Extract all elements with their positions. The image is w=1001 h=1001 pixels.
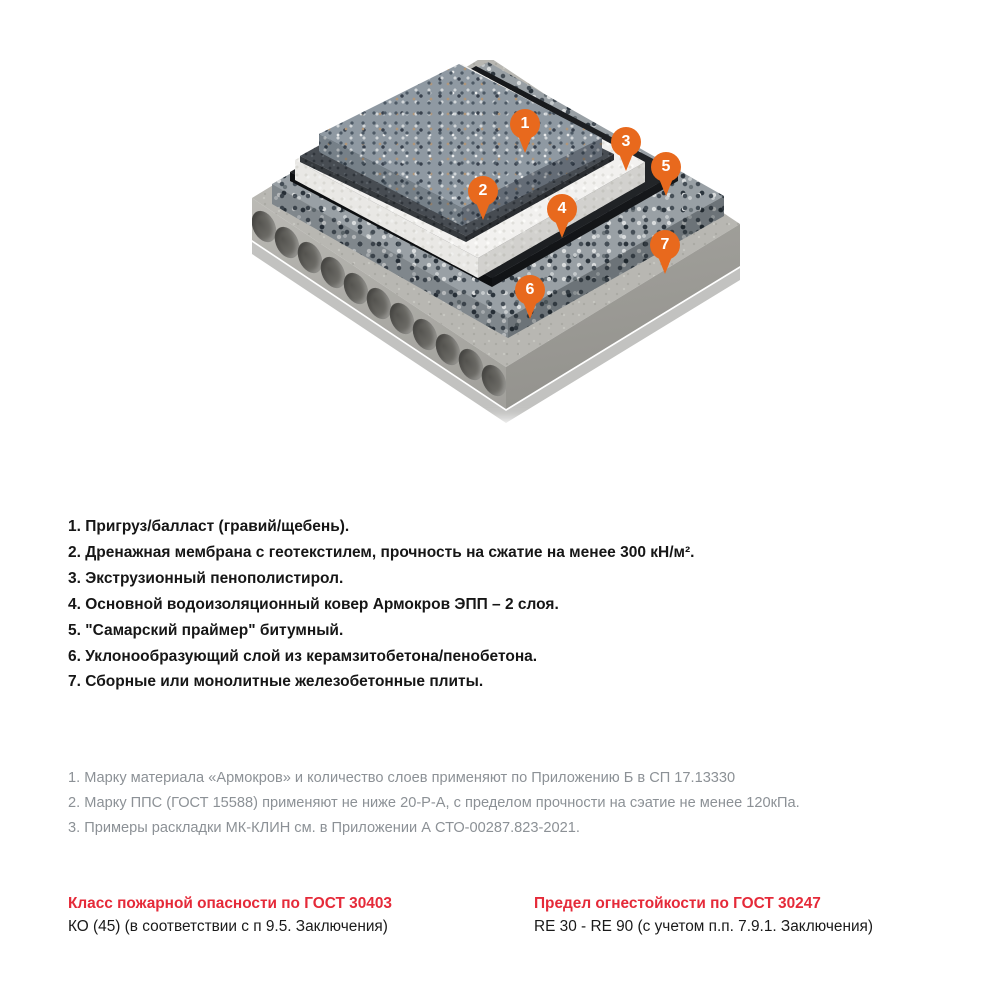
pin-marker-4	[547, 194, 577, 224]
pin-label: 5	[661, 158, 671, 175]
fire-class-title: Класс пожарной опасности по ГОСТ 30403	[68, 895, 392, 912]
legend-item: 4. Основной водоизоляционный ковер Армокров ЭПП – 2 слоя.	[68, 595, 559, 613]
legend-item: 3. Экструзионный пенополистирол.	[68, 569, 344, 587]
legend-item: 5. "Самарский праймер" битумный.	[68, 621, 344, 639]
pin-label: 3	[621, 133, 631, 150]
pin-label: 4	[557, 200, 567, 217]
footnotes	[68, 766, 800, 841]
legend-item: 2. Дренажная мембрана с геотекстилем, прочность на сжатие на менее 300 кН/м².	[68, 543, 695, 561]
footnote-item: 3. Примеры раскладки МК-КЛИН см. в Приложении А СТО-00287.823-2021.	[68, 820, 580, 836]
pin-marker-6	[515, 275, 545, 305]
pin-label: 7	[660, 236, 670, 253]
pin-marker-5	[651, 152, 681, 182]
fire-resistance-value: RE 30 - RE 90 (с учетом п.п. 7.9.1. Заключения)	[534, 918, 874, 935]
fire-resistance-block	[534, 895, 873, 936]
legend-item: 6. Уклонообразующий слой из керамзитобетона/пенобетона.	[68, 647, 538, 665]
fire-resistance-title: Предел огнестойкости по ГОСТ 30247	[534, 895, 821, 912]
pin-marker-2	[468, 176, 498, 206]
pin-marker-1	[510, 109, 540, 139]
footnote-item: 2. Марку ППС (ГОСТ 15588) применяют не ниже 20-Р-А, с пределом прочности на сэатие не менее 120кПа.	[68, 795, 800, 811]
fire-class-block	[68, 895, 392, 936]
pin-marker-7	[650, 230, 680, 260]
pin-marker-3	[611, 127, 641, 157]
footnote-item: 1. Марку материала «Армокров» и количество слоев применяют по Приложению Б в СП 17.13330	[68, 770, 736, 786]
layers-legend	[68, 514, 694, 695]
roof-layers-illustration	[240, 60, 780, 420]
pin-label: 2	[478, 182, 488, 199]
fire-class-value: КО (45) (в соответствии с п 9.5. Заключения)	[68, 918, 388, 935]
legend-item: 1. Пригруз/балласт (гравий/щебень).	[68, 518, 350, 535]
legend-item: 7. Сборные или монолитные железобетонные плиты.	[68, 673, 484, 691]
pin-label: 1	[520, 115, 530, 132]
pin-label: 6	[525, 281, 535, 298]
